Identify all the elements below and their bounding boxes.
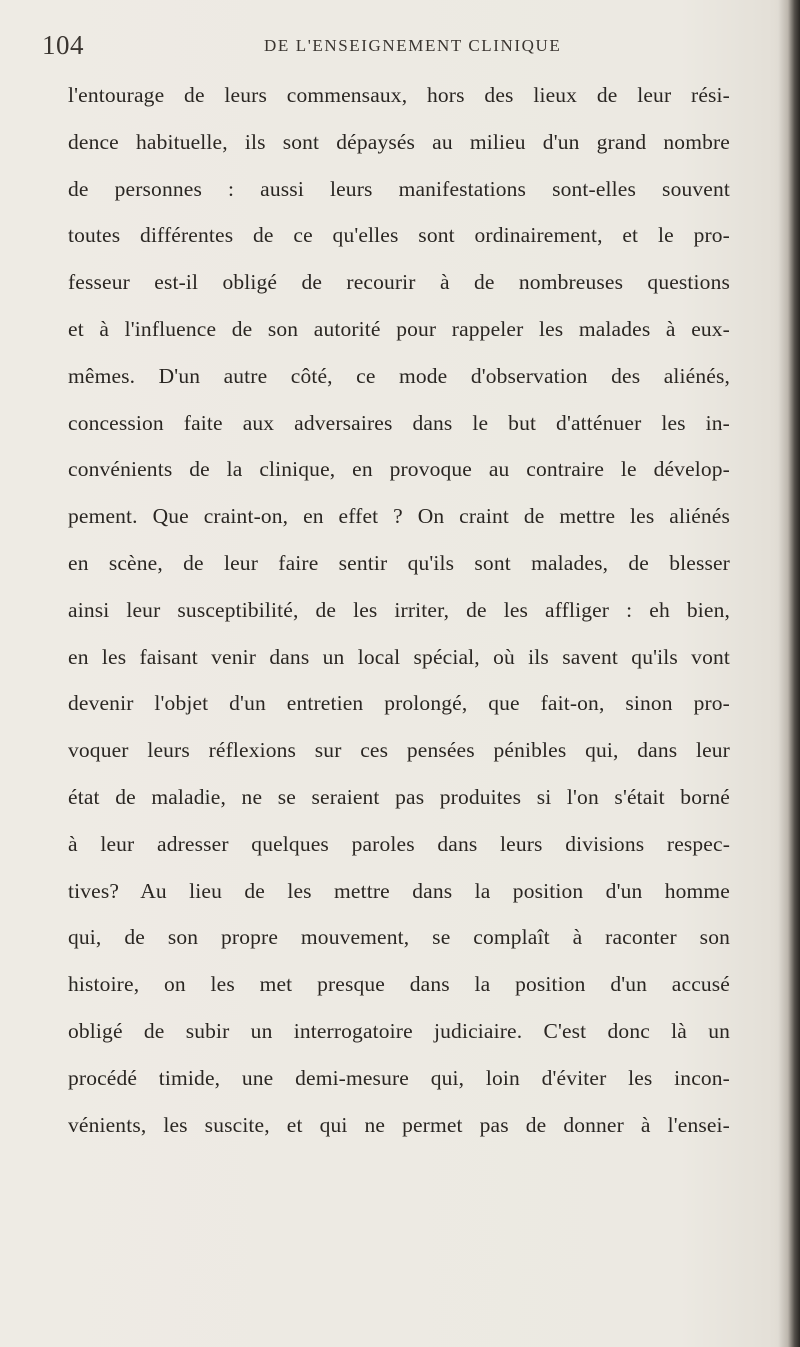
text-line: convénients de la clinique, en provoque au contraire le dévelop- [68, 457, 730, 482]
text-line: voquer leurs réflexions sur ces pensées pénibles qui, dans leur [68, 738, 730, 763]
text-line: pement. Que craint-on, en effet ? On craint de mettre les aliénés [68, 504, 730, 529]
text-line: et à l'influence de son autorité pour rappeler les malades à eux- [68, 316, 730, 341]
text-line: vénients, les suscite, et qui ne permet pas de donner à l'ensei- [68, 1112, 730, 1137]
text-line: mêmes. D'un autre côté, ce mode d'observation des aliénés, [68, 363, 730, 388]
text-line: à leur adresser quelques paroles dans leurs divisions respec- [68, 831, 730, 856]
text-line: état de maladie, ne se seraient pas produites si l'on s'était borné [68, 784, 730, 809]
text-line: dence habituelle, ils sont dépaysés au milieu d'un grand nombre [68, 129, 730, 154]
page-header [0, 0, 800, 70]
page-edge-shadow [778, 0, 800, 1347]
text-line: tives? Au lieu de les mettre dans la position d'un homme [68, 878, 730, 903]
text-line: en scène, de leur faire sentir qu'ils sont malades, de blesser [68, 550, 730, 575]
text-line: ainsi leur susceptibilité, de les irriter, de les affliger : eh bien, [68, 597, 730, 622]
text-line: devenir l'objet d'un entretien prolongé, que fait-on, sinon pro- [68, 691, 730, 716]
text-line: toutes différentes de ce qu'elles sont ordinairement, et le pro- [68, 223, 730, 248]
text-line: fesseur est-il obligé de recourir à de nombreuses questions [68, 270, 730, 295]
page-number: 104 [42, 30, 84, 60]
text-line: l'entourage de leurs commensaux, hors des lieux de leur rési- [68, 83, 730, 107]
text-line: procédé timide, une demi-mesure qui, loin d'éviter les incon- [68, 1065, 730, 1090]
body-text [68, 72, 730, 1148]
text-line: obligé de subir un interrogatoire judiciaire. C'est donc là un [68, 1018, 730, 1043]
text-line: de personnes : aussi leurs manifestations sont-elles souvent [68, 176, 730, 201]
text-line: histoire, on les met presque dans la position d'un accusé [68, 972, 730, 997]
text-line: en les faisant venir dans un local spécial, où ils savent qu'ils vont [68, 644, 730, 669]
running-head: DE L'ENSEIGNEMENT CLINIQUE [264, 36, 562, 55]
text-line: qui, de son propre mouvement, se complaît à raconter son [68, 925, 730, 950]
text-line: concession faite aux adversaires dans le but d'atténuer les in- [68, 410, 730, 435]
